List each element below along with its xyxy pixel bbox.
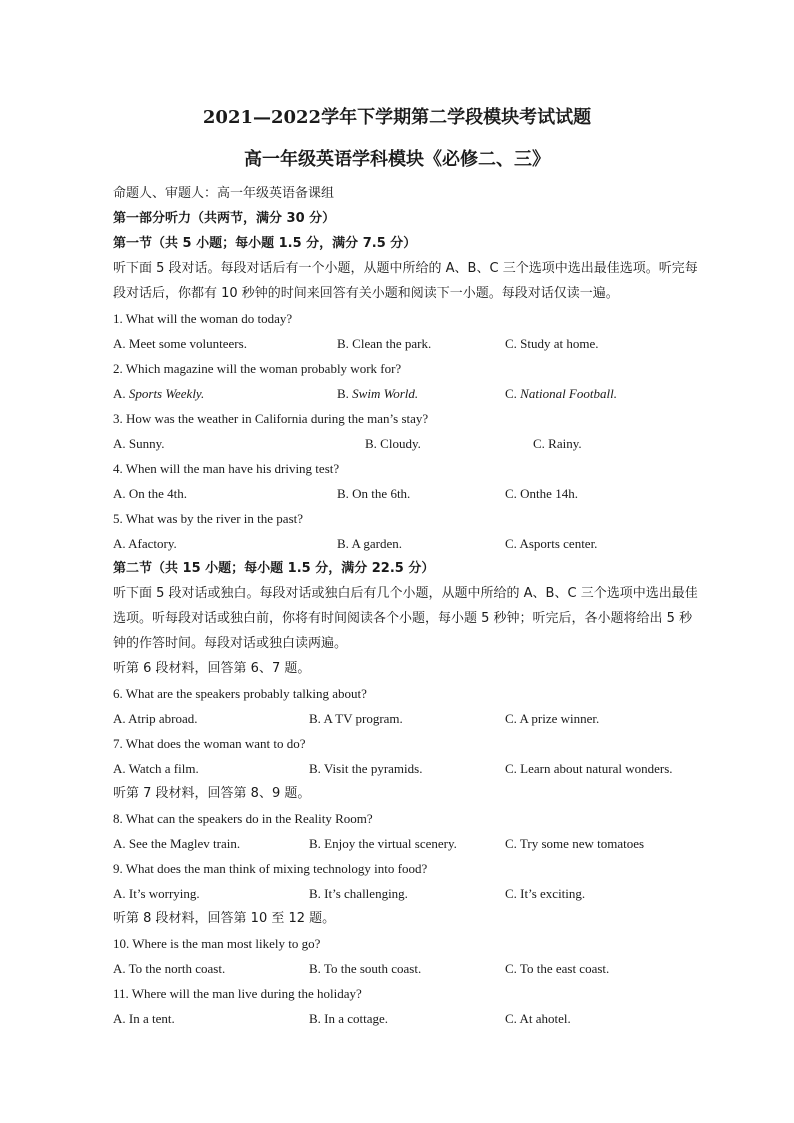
question-options: [113, 331, 703, 356]
question-stem: 9. What does the man think of mixing technology into food?: [113, 861, 428, 876]
option-b: B. A garden.: [337, 536, 402, 551]
option-a-text: Sports Weekly.: [128, 386, 205, 401]
option-a: [113, 381, 204, 406]
option-c: C. Asports center.: [505, 536, 598, 551]
option-a: A. Watch a film.: [113, 761, 199, 776]
option-a: A. On the 4th.: [113, 486, 188, 501]
option-a-letter: A.: [113, 386, 129, 401]
question-options: [113, 431, 703, 456]
option-c-letter: C.: [505, 386, 521, 401]
question-options: [113, 831, 703, 856]
option-c: C. It’s exciting.: [505, 886, 586, 901]
question-options: [113, 531, 703, 556]
question-options: [113, 706, 703, 731]
option-b: B. A TV program.: [309, 711, 403, 726]
option-c: C. A prize winner.: [505, 711, 600, 726]
option-a: A. In a tent.: [113, 1011, 175, 1026]
material-note: 听第 6 段材料，回答第 6、7 题。: [113, 661, 311, 676]
option-c: C. Study at home.: [505, 336, 599, 351]
question-stem: 4. When will the man have his driving test?: [113, 461, 340, 476]
option-c: C. At ahotel.: [505, 1011, 571, 1026]
section1-instructions: 听下面 5 段对话。每段对话后有一个小题，从题中所给的 A、B、C 三个选项中选出最佳选项。听完每段对话后，你都有 10 秒钟的时间来回答有关小题和阅读下一小题。每段对话仅读一遍。: [113, 261, 698, 301]
question-stem: 1. What will the woman do today?: [113, 311, 293, 326]
question-stem: 7. What does the woman want to do?: [113, 736, 306, 751]
option-a: A. To the north coast.: [113, 961, 226, 976]
option-a: A. Afactory.: [113, 536, 177, 551]
question-options: [113, 381, 703, 406]
question-stem: 6. What are the speakers probably talking about?: [113, 686, 367, 701]
option-c: C. Rainy.: [533, 436, 582, 451]
section2-instructions: 听下面 5 段对话或独白。每段对话或独白后有几个小题，从题中所给的 A、B、C 三个选项中选出最佳选项。听每段对话或独白前，你将有时间阅读各个小题，每小题 5 秒钟；听完后，各小题将给出 5 秒钟的作答时间。每段对话或独白读两遍。: [113, 586, 698, 651]
option-c: [505, 381, 617, 406]
option-b-letter: B.: [337, 386, 353, 401]
option-a: A. Meet some volunteers.: [113, 336, 247, 351]
question-stem: 8. What can the speakers do in the Reality Room?: [113, 811, 373, 826]
material-note: 听第 7 段材料，回答第 8、9 题。: [113, 786, 311, 801]
part1-heading: 第一部分听力（共两节，满分 30 分）: [113, 211, 336, 226]
question-stem: 10. Where is the man most likely to go?: [113, 936, 321, 951]
option-b: B. Cloudy.: [365, 436, 421, 451]
question-options: [113, 881, 703, 906]
option-c-text: National Football.: [520, 386, 617, 401]
material-note: 听第 8 段材料，回答第 10 至 12 题。: [113, 911, 336, 926]
option-b: B. Enjoy the virtual scenery.: [309, 836, 457, 851]
exam-body: [113, 181, 703, 1031]
option-b: B. To the south coast.: [309, 961, 422, 976]
option-b: B. In a cottage.: [309, 1011, 389, 1026]
question-options: [113, 1006, 703, 1031]
option-a: A. See the Maglev train.: [113, 836, 241, 851]
option-a: A. Sunny.: [113, 436, 165, 451]
option-c: C. Learn about natural wonders.: [505, 761, 673, 776]
question-stem: 11. Where will the man live during the holiday?: [113, 986, 362, 1001]
option-b: [337, 381, 418, 406]
question-options: [113, 481, 703, 506]
exam-subtitle: 高一年级英语学科模块《必修二、三》: [244, 149, 550, 170]
section2-heading: 第二节（共 15 小题；每小题 1.5 分，满分 22.5 分）: [113, 561, 435, 576]
question-stem: 3. How was the weather in California during the man’s stay?: [113, 411, 429, 426]
option-a: A. It’s worrying.: [113, 886, 200, 901]
section1-heading: 第一节（共 5 小题；每小题 1.5 分，满分 7.5 分）: [113, 236, 417, 251]
option-a: A. Atrip abroad.: [113, 711, 198, 726]
question-options: [113, 956, 703, 981]
option-b: B. On the 6th.: [337, 486, 411, 501]
option-b: B. It’s challenging.: [309, 886, 408, 901]
option-b-text: Swim World.: [352, 386, 419, 401]
option-c: C. Try some new tomatoes: [505, 836, 645, 851]
option-c: C. Onthe 14h.: [505, 486, 578, 501]
option-b: B. Visit the pyramids.: [309, 761, 423, 776]
option-c: C. To the east coast.: [505, 961, 610, 976]
exam-title: 2021—2022学年下学期第二学段模块考试试题: [202, 107, 592, 128]
question-options: [113, 756, 703, 781]
question-stem: 5. What was by the river in the past?: [113, 511, 304, 526]
option-b: B. Clean the park.: [337, 336, 432, 351]
authors-line: 命题人、审题人：高一年级英语备课组: [113, 186, 335, 201]
question-stem: 2. Which magazine will the woman probably work for?: [113, 361, 402, 376]
